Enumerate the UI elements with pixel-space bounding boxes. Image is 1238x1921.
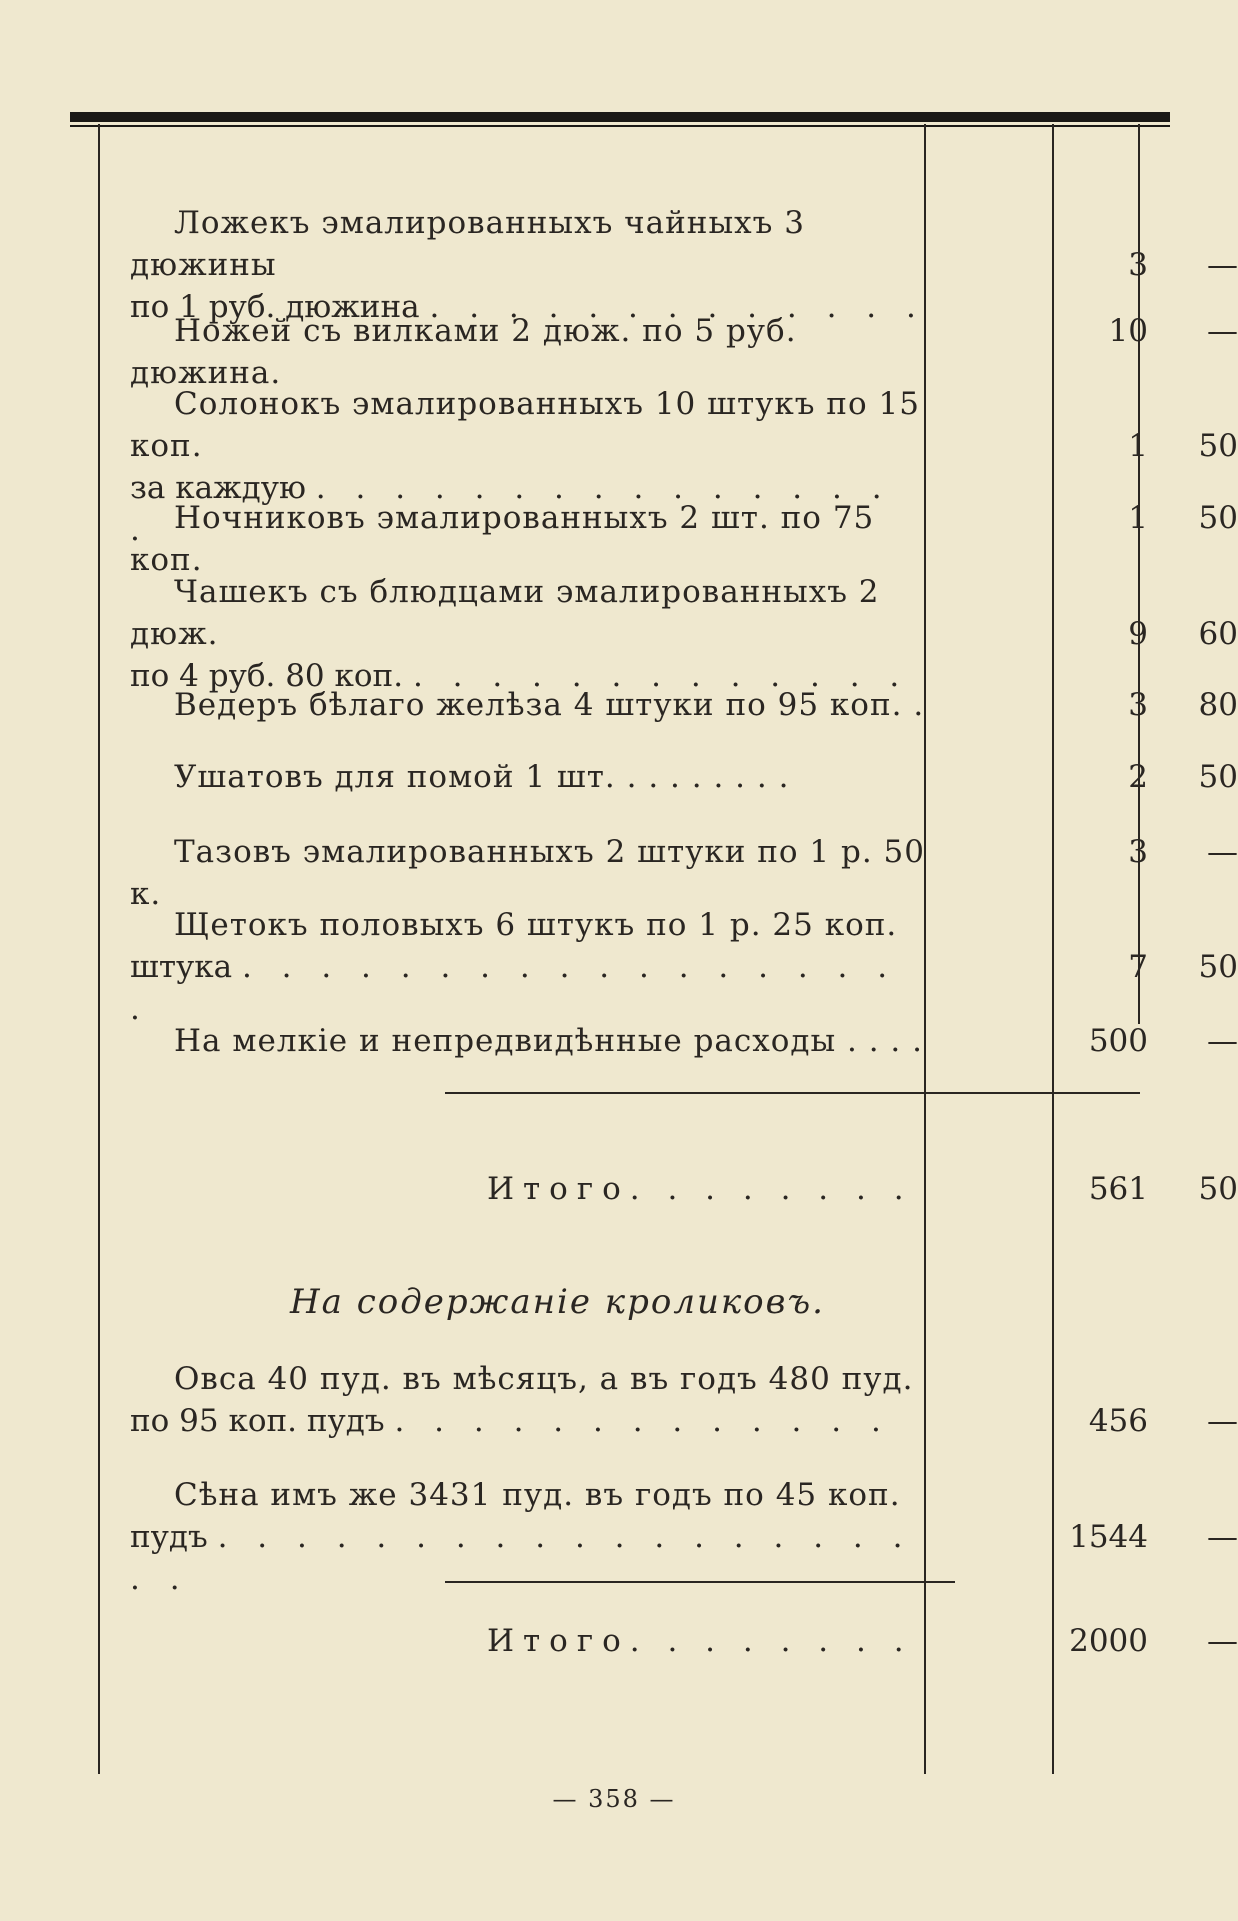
kop-value: 60 bbox=[1198, 616, 1238, 652]
total-rub: 2000 bbox=[1069, 1623, 1148, 1659]
item-text: На мелкіе и непредвидѣнные расходы . . . . bbox=[174, 1023, 923, 1059]
total-kop: — bbox=[1207, 1623, 1238, 1659]
rub-value: 7 bbox=[1128, 949, 1148, 985]
sum-rule bbox=[445, 1092, 1140, 1094]
section-title: На содержаніе кроликовъ. bbox=[290, 1282, 825, 1322]
kop-value: — bbox=[1207, 247, 1238, 283]
leader-dots: . . . . . . . . . . . . . . . . . . . . bbox=[130, 1519, 913, 1597]
left-border bbox=[98, 124, 100, 1774]
total-kop: 50 bbox=[1198, 1171, 1238, 1207]
item-text: Ночниковъ эмалированныхъ 2 шт. по 75 коп. bbox=[130, 500, 875, 578]
rub-value: 3 bbox=[1128, 687, 1148, 723]
rub-value: 1 bbox=[1128, 500, 1148, 536]
total-label: Итого. . . . . . . . bbox=[487, 1623, 913, 1659]
kop-value: 50 bbox=[1198, 500, 1238, 536]
rub-value: 3 bbox=[1128, 247, 1148, 283]
item-text: Тазовъ эмалированныхъ 2 штуки по 1 р. 50 к. bbox=[130, 834, 926, 912]
kop-value: 50 bbox=[1198, 759, 1238, 795]
kop-value: 50 bbox=[1198, 428, 1238, 464]
kop-value: — bbox=[1207, 1023, 1238, 1059]
kop-value: — bbox=[1207, 834, 1238, 870]
rub-value: 1544 bbox=[1069, 1519, 1148, 1555]
item-text: Чашекъ съ блюдцами эмалированныхъ 2 дюж. bbox=[130, 574, 880, 652]
item-text: Ножей съ вилками 2 дюж. по 5 руб. дюжина. bbox=[130, 313, 797, 391]
kop-value: 50 bbox=[1198, 949, 1238, 985]
item-text: Ведеръ бѣлаго желѣза 4 штуки по 95 коп. . bbox=[174, 687, 925, 723]
rub-value: 10 bbox=[1108, 313, 1148, 349]
leader-dots: . . . . . . . . . . . . . bbox=[394, 1403, 891, 1439]
total-label: Итого. . . . . . . . bbox=[487, 1171, 913, 1207]
item-text-cont: штука bbox=[130, 949, 233, 985]
item-text: Овса 40 пуд. въ мѣсяцъ, а въ годъ 480 пуд. bbox=[174, 1361, 914, 1397]
item-text-cont: за каждую bbox=[130, 470, 306, 506]
item-text: Щетокъ половыхъ 6 штукъ по 1 р. 25 коп. bbox=[174, 907, 898, 943]
leader-dots: . . . . . . . . . . . . . . . . . . bbox=[130, 949, 898, 1027]
rub-value: 3 bbox=[1128, 834, 1148, 870]
leader-dots: . . . . . . . . . . . . . . . . bbox=[130, 470, 892, 548]
kop-value: — bbox=[1207, 313, 1238, 349]
rub-value: 500 bbox=[1088, 1023, 1148, 1059]
top-rule bbox=[70, 112, 1170, 124]
rub-value: 9 bbox=[1128, 616, 1148, 652]
item-text-cont: пудъ bbox=[130, 1519, 208, 1555]
leader-dots: . . . . . . . . . . . . . bbox=[429, 289, 926, 325]
rub-value: 456 bbox=[1088, 1403, 1148, 1439]
item-text: Солонокъ эмалированныхъ 10 штукъ по 15 коп. bbox=[130, 386, 920, 464]
total-rub: 561 bbox=[1088, 1171, 1148, 1207]
item-text-cont: по 95 коп. пудъ bbox=[130, 1403, 385, 1439]
item-text: Сѣна имъ же 3431 пуд. въ годъ по 45 коп. bbox=[174, 1477, 901, 1513]
kop-value: — bbox=[1207, 1519, 1238, 1555]
item-text-cont: по 4 руб. 80 коп. bbox=[130, 658, 404, 694]
leader-dots: . . . . . . . . . . . . . bbox=[412, 658, 910, 694]
rub-value: 2 bbox=[1128, 759, 1148, 795]
item-text: Ушатовъ для помой 1 шт. . . . . . . . . bbox=[174, 759, 790, 795]
page-number: — 358 — bbox=[552, 1785, 676, 1813]
item-text-cont: по 1 руб. дюжина bbox=[130, 289, 420, 325]
sum-rule bbox=[445, 1581, 955, 1583]
rub-value: 1 bbox=[1128, 428, 1148, 464]
item-text: Ложекъ эмалированныхъ чайныхъ 3 дюжины bbox=[130, 205, 805, 283]
kop-value: 80 bbox=[1198, 687, 1238, 723]
kop-value: — bbox=[1207, 1403, 1238, 1439]
